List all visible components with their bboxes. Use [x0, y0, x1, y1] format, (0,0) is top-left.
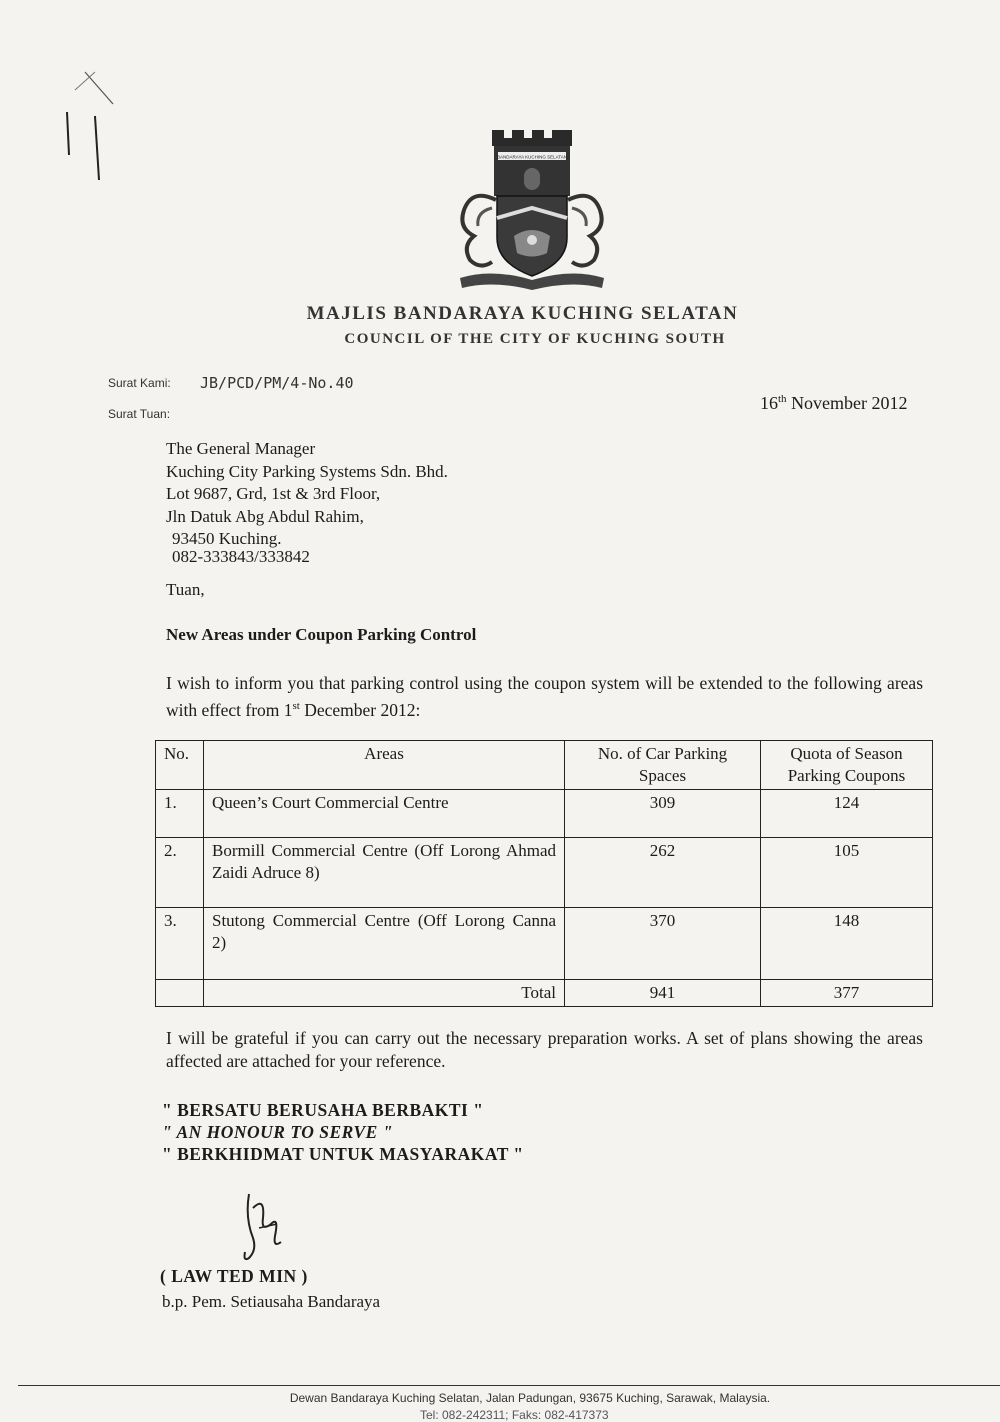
parking-areas-table — [155, 740, 933, 1007]
row-no: 3. — [156, 908, 204, 980]
letter-date — [760, 393, 908, 414]
row-area: Bormill Commercial Centre (Off Lorong Ahmad Zaidi Adruce 8) — [204, 838, 565, 908]
row-area: Stutong Commercial Centre (Off Lorong Canna 2) — [204, 908, 565, 980]
recipient-line: 082-333843/333842 — [172, 547, 310, 566]
total-quota: 377 — [761, 980, 933, 1007]
intro-sup: st — [292, 700, 300, 712]
total-spaces: 941 — [565, 980, 761, 1007]
handwritten-marks — [55, 70, 145, 180]
recipient-line: 93450 Kuching. — [172, 529, 282, 548]
row-quota: 124 — [761, 790, 933, 838]
header-spaces: No. of Car Parking Spaces — [565, 741, 761, 790]
row-spaces: 309 — [565, 790, 761, 838]
recipient-line: Kuching City Parking Systems Sdn. Bhd. — [166, 461, 448, 481]
council-crest-logo — [452, 128, 612, 293]
date-day: 16 — [760, 393, 778, 413]
our-ref-value: JB/PCD/PM/4-No.40 — [200, 374, 354, 392]
our-ref-label: Surat Kami: — [108, 376, 171, 390]
footer-divider — [18, 1385, 1000, 1386]
intro-text: I wish to inform you that parking control using the coupon system will be extended to the following areas with effect from 1 — [166, 673, 923, 720]
date-suffix: th — [778, 393, 787, 405]
motto-service: " BERKHIDMAT UNTUK MASYARAKAT " — [162, 1144, 524, 1164]
row-no: 1. — [156, 790, 204, 838]
signer-name: ( LAW TED MIN ) — [160, 1266, 308, 1286]
row-no: 2. — [156, 838, 204, 908]
signer-role: b.p. Pem. Setiausaha Bandaraya — [162, 1292, 381, 1311]
date-rest: November 2012 — [786, 393, 908, 413]
your-ref-label: Surat Tuan: — [108, 407, 171, 421]
recipient-line: Jln Datuk Abg Abdul Rahim, — [166, 506, 364, 526]
intro-text-end: December 2012: — [299, 699, 421, 720]
motto-malay: " BERSATU BERUSAHA BERBAKTI " — [162, 1100, 484, 1120]
crest-banner-text: BANDARAYA KUCHING SELATAN — [497, 154, 567, 160]
council-name-english: COUNCIL OF THE CITY OF KUCHING SOUTH — [344, 331, 726, 347]
intro-paragraph — [166, 672, 923, 722]
letter-subject: New Areas under Coupon Parking Control — [166, 625, 477, 644]
row-spaces: 262 — [565, 838, 761, 908]
salutation: Tuan, — [166, 580, 205, 599]
row-spaces: 370 — [565, 908, 761, 980]
header-no: No. — [156, 741, 204, 790]
table-total-row — [156, 980, 933, 1007]
table-row — [156, 790, 933, 838]
header-quota: Quota of Season Parking Coupons — [761, 741, 933, 790]
handwritten-signature — [235, 1188, 295, 1268]
recipient-line: The General Manager — [166, 439, 316, 458]
table-row — [156, 908, 933, 980]
total-empty — [156, 980, 204, 1007]
total-label: Total — [204, 980, 565, 1007]
header-areas: Areas — [204, 741, 565, 790]
row-quota: 148 — [761, 908, 933, 980]
recipient-address — [166, 438, 448, 566]
recipient-line: Lot 9687, Grd, 1st & 3rd Floor, — [166, 484, 381, 503]
table-row — [156, 838, 933, 908]
row-quota: 105 — [761, 838, 933, 908]
motto-english: " AN HONOUR TO SERVE " — [162, 1122, 393, 1142]
footer-address: Dewan Bandaraya Kuching Selatan, Jalan Padungan, 93675 Kuching, Sarawak, Malaysia. — [289, 1391, 771, 1405]
footer-contact: Tel: 082-242311; Faks: 082-417373 — [420, 1408, 609, 1422]
council-name-malay: MAJLIS BANDARAYA KUCHING SELATAN — [306, 303, 739, 324]
closing-paragraph: I will be grateful if you can carry out the necessary preparation works. A set of plans showing the areas affected are attached for your reference. — [166, 1028, 923, 1071]
row-area: Queen’s Court Commercial Centre — [204, 790, 565, 838]
table-header-row — [156, 741, 933, 790]
